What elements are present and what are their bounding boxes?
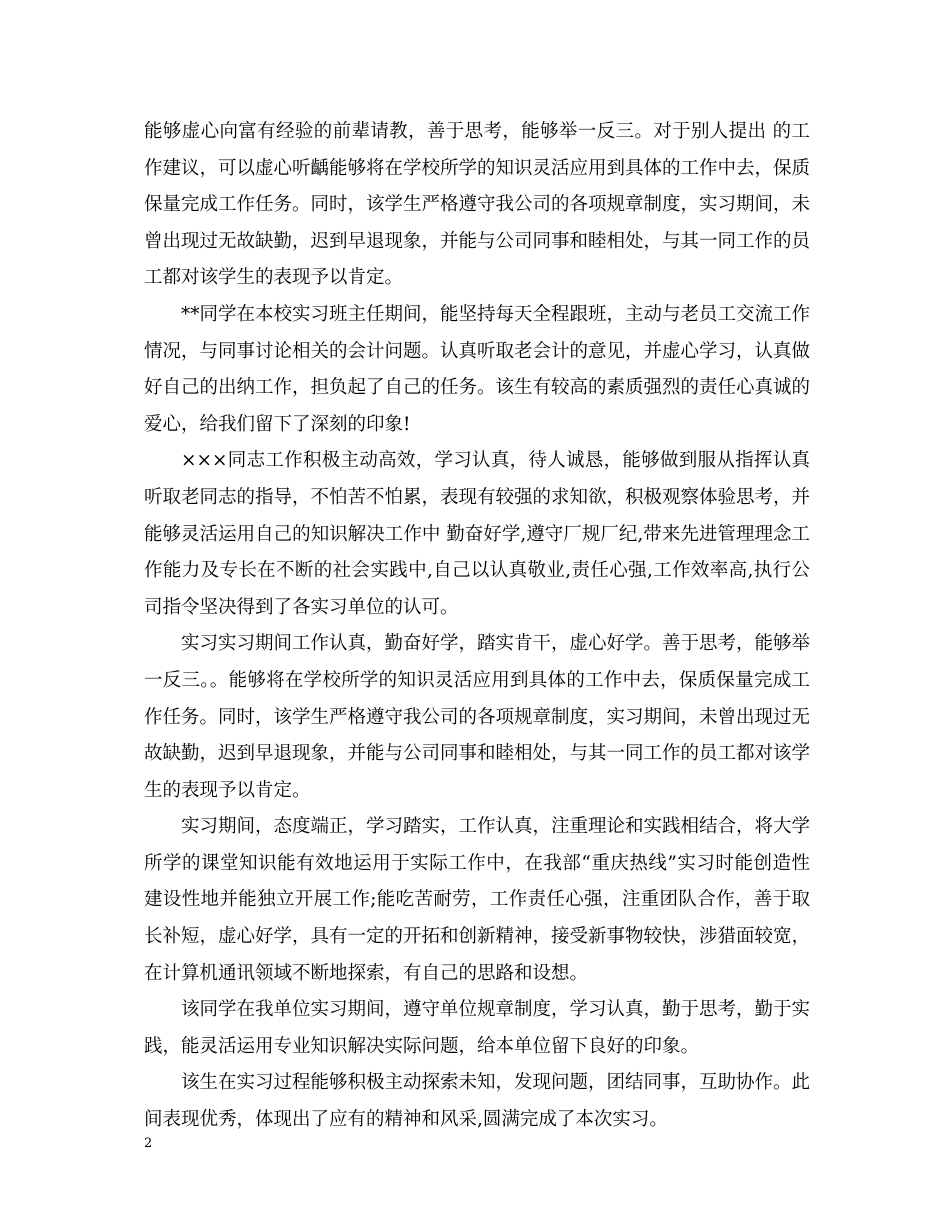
document-body (144, 114, 810, 1139)
paragraph-7: 该生在实习过程能够积极主动探索未知，发现问题，团结同事，互助协作。此间表现优秀，体现出了应有的精神和风采,圆满完成了本次实习。 (144, 1072, 811, 1131)
paragraph-4: 实习实习期间工作认真，勤奋好学，踏实肯干，虚心好学。善于思考，能够举一反三。。能够将在学校所学的知识灵活应用到具体的工作中去，保质保量完成工作任务。同时，该学生严格遵守我公司的各项规章制度，实习期间，未曾出现过无故缺勤，迟到早退现象，并能与公司同事和睦相处，与其一同工作的员工都对该学生的表现予以肯定。 (144, 633, 811, 801)
paragraph-3: ×××同志工作积极主动高效，学习认真，待人诚恳，能够做到服从指挥认真听取老同志的指导，不怕苦不怕累，表现有较强的求知欲，积极观察体验思考，并能够灵活运用自己的知识解决工作中 勤奋好学,遵守厂规厂纪,带来先进管理理念工作能力及专长在不断的社会实践中,自己以认真敬业,责任心强,工作效率高,执行公司指令坚决得到了各实习单位的认可。 (144, 450, 811, 618)
paragraph-2: **同学在本校实习班主任期间，能坚持每天全程跟班，主动与老员工交流工作情况，与同事讨论相关的会计问题。认真听取老会计的意见，并虚心学习，认真做好自己的出纳工作，担负起了自己的任务。该生有较高的素质强烈的责任心真诚的爱心，给我们留下了深刻的印象! (144, 303, 811, 435)
page-number: 2 (144, 1136, 153, 1151)
paragraph-1: 能够虚心向富有经验的前辈请教，善于思考，能够举一反三。对于别人提出 的工作建议，可以虚心听齲能够将在学校所学的知识灵活应用到具体的工作中去，保质保量完成工作任务。同时，该学生严格遵守我公司的各项规章制度，实习期间，未曾出现过无故缺勤，迟到早退现象，并能与公司同事和睦相处，与其一同工作的员工都对该学生的表现予以肯定。 (144, 121, 811, 289)
paragraph-6: 该同学在我单位实习期间，遵守单位规章制度，学习认真，勤于思考，勤于实践，能灵活运用专业知识解决实际问题，给本单位留下良好的印象。 (144, 999, 811, 1057)
paragraph-5: 实习期间，态度端正，学习踏实，工作认真，注重理论和实践相结合，将大学所学的课堂知识能有效地运用于实际工作中，在我部“重庆热线”实习时能创造性建设性地并能独立开展工作;能吃苦耐劳，工作责任心强，注重团队合作，善于取长补短，虚心好学，具有一定的开拓和创新精神，接受新事物较快，涉猎面较宽，在计算机通讯领域不断地探索，有自己的思路和设想。 (144, 816, 811, 984)
